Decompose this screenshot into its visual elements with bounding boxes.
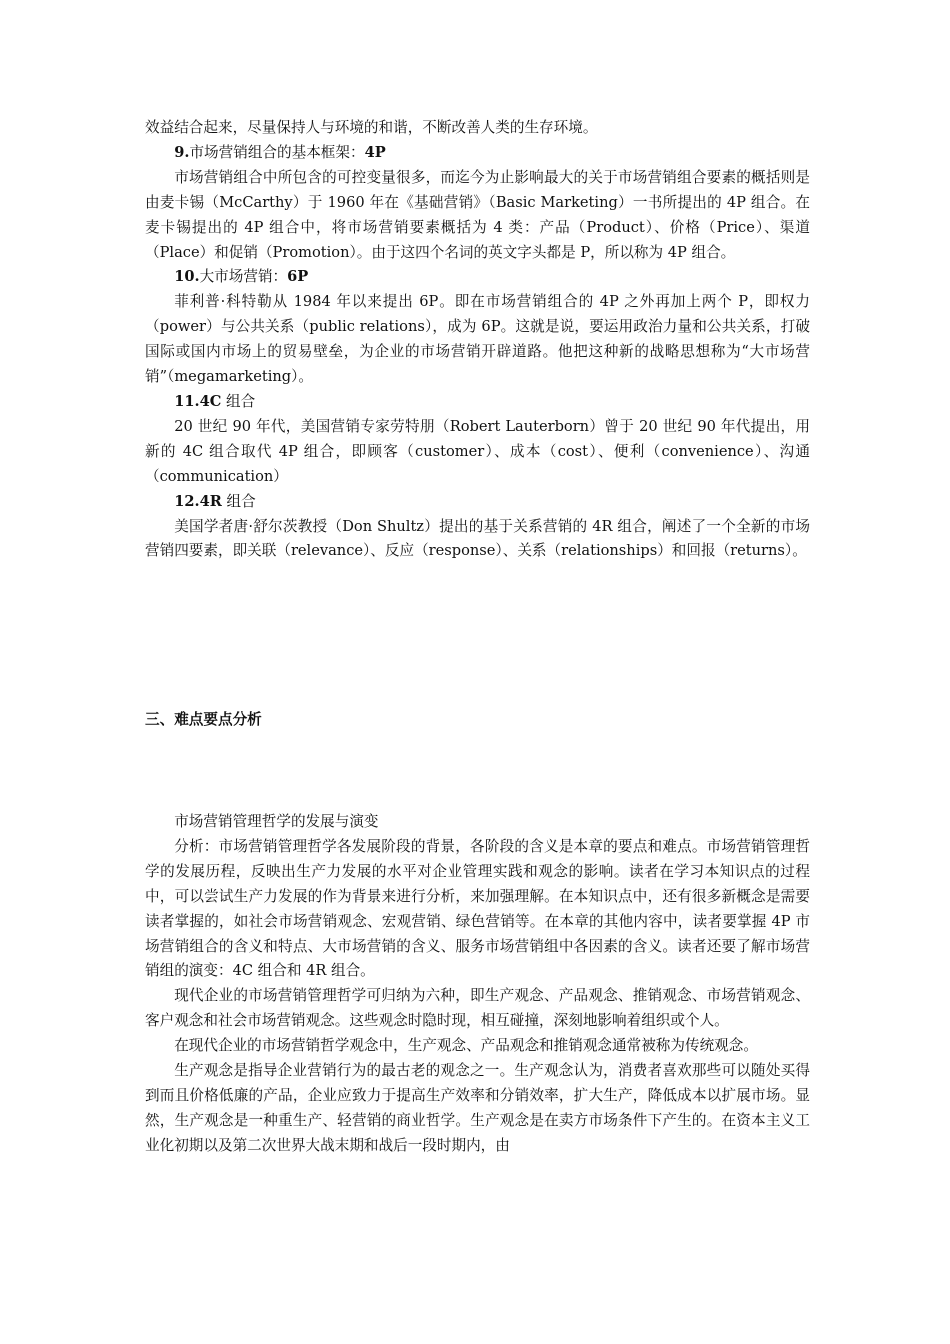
- analysis-paragraph: 生产观念是指导企业营销行为的最古老的观念之一。生产观念认为，消费者喜欢那些可以随处买得到而且价格低廉的产品，企业应致力于提高生产效率和分销效率，扩大生产，降低成本以扩展市场。显然，生产观念是一种重生产、轻营销的商业哲学。生产观念是在卖方市场条件下产生的。在资本主义工业化初期以及第二次世界大战末期和战后一段时期内，由: [145, 1062, 810, 1154]
- analysis-block: [145, 810, 810, 1159]
- item-title-tail: 6P: [287, 268, 309, 286]
- item-number: 9.: [174, 143, 190, 161]
- item-9-title: [145, 141, 810, 166]
- item-title-text: 组合: [221, 392, 256, 410]
- item-12-body: 美国学者唐·舒尔茨教授（Don Shultz）提出的基于关系营销的 4R 组合，阐述了一个全新的市场营销四要素，即关联（relevance）、反应（response）、关系（relationships）和回报（returns）。: [145, 517, 810, 560]
- section-heading: 三、难点要点分析: [145, 711, 262, 728]
- item-number: 11.4C: [174, 392, 222, 410]
- analysis-paragraph: 分析：市场营销管理哲学各发展阶段的背景，各阶段的含义是本章的要点和难点。市场营销管理哲学的发展历程，反映出生产力发展的水平对企业管理实践和观念的影响。读者在学习本知识点的过程中，可以尝试生产力发展的作为背景来进行分析，来加强理解。在本知识点中，还有很多新概念是需要读者掌握的，如社会市场营销观念、宏观营销、绿色营销等。在本章的其他内容中，读者要掌握 4P 市场营销组合的含义和特点、大市场营销的含义、服务市场营销组中各因素的含义。读者还要了解市场营销组的演变：4C 组合和 4R 组合。: [145, 837, 810, 980]
- item-10-title: [145, 265, 810, 290]
- analysis-paragraph: 在现代企业的市场营销哲学观念中，生产观念、产品观念和推销观念通常被称为传统观念。: [174, 1037, 758, 1055]
- intro-continuation: 效益结合起来，尽量保持人与环境的和谐，不断改善人类的生存环境。: [145, 119, 598, 136]
- item-9-body: 市场营销组合中所包含的可控变量很多，而迄今为止影响最大的关于市场营销组合要素的概括则是由麦卡锡（McCarthy）于 1960 年在《基础营销》（Basic Marketing）一书所提出的 4P 组合。在麦卡锡提出的 4P 组合中，将市场营销要素概括为 4 类：产品（Product）、价格（Price）、渠道（Place）和促销（Promotion）。由于这四个名词的英文字头都是 P，所以称为 4P 组合。: [145, 168, 810, 261]
- item-number: 12.4R: [174, 492, 222, 510]
- item-title-tail: 4P: [364, 143, 386, 161]
- item-title-text: 组合: [221, 492, 256, 510]
- analysis-paragraph: 现代企业的市场营销管理哲学可归纳为六种，即生产观念、产品观念、推销观念、市场营销观念、客户观念和社会市场营销观念。这些观念时隐时现，相互碰撞，深刻地影响着组织或个人。: [145, 987, 810, 1030]
- item-number: 10.: [174, 268, 200, 286]
- item-title-text: 市场营销组合的基本框架：: [189, 143, 365, 161]
- item-12-title: [145, 490, 810, 515]
- item-10-body: 菲利普·科特勒从 1984 年以来提出 6P。即在市场营销组合的 4P 之外再加上两个 P，即权力（power）与公共关系（public relations），成为 6P。这就是说，要运用政治力量和公共关系，打破国际或国内市场上的贸易壁垒，为企业的市场营销开辟道路。他把这种新的战略思想称为“大市场营销”（megamarketing）。: [145, 293, 810, 386]
- item-11-title: [145, 390, 810, 415]
- analysis-topic: 市场营销管理哲学的发展与演变: [174, 813, 379, 830]
- concepts-block: [145, 116, 810, 564]
- item-title-text: 大市场营销：: [199, 268, 288, 286]
- item-11-body: 20 世纪 90 年代，美国营销专家劳特朋（Robert Lauterborn）曾于 20 世纪 90 年代提出，用新的 4C 组合取代 4P 组合，即顾客（customer）、成本（cost）、便利（convenience）、沟通（communication）: [145, 417, 810, 485]
